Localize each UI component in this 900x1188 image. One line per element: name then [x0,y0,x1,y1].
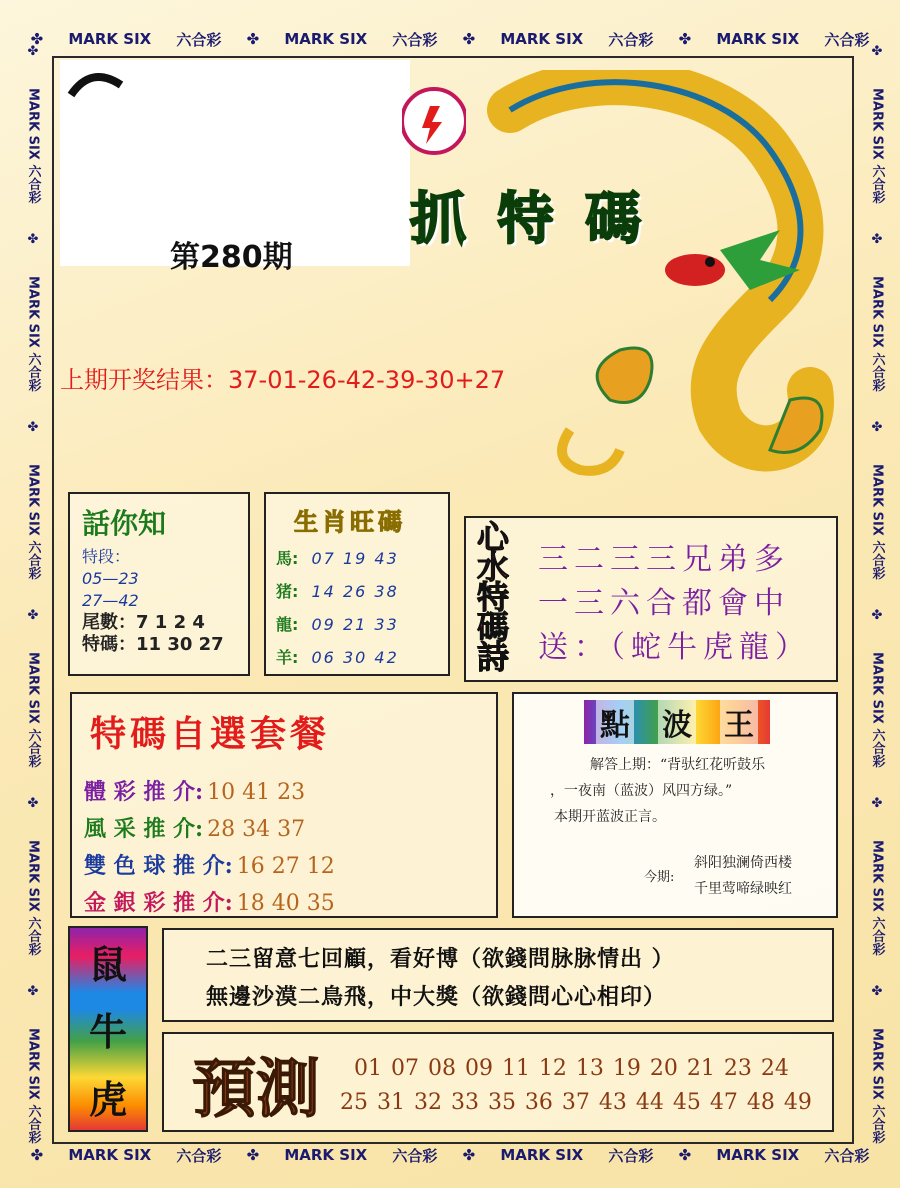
border-text: MARK SIX [68,1146,152,1164]
ornament-icon: ✤ [871,796,883,812]
ornament-icon: ✤ [27,796,39,812]
border-text: MARK SIX 六合彩 [869,652,885,768]
zodiac-nums: 06 30 42 [311,648,399,667]
zodiac-row [276,575,399,608]
border-logo: 六合彩 [176,30,222,49]
border-text: MARK SIX [716,30,800,48]
zodiac-row [276,542,399,575]
wave-title-char: 點 [596,700,634,744]
border-text: MARK SIX [284,30,368,48]
zodiac-rows [276,542,399,674]
last-result-row [60,360,505,395]
border-text: MARK SIX 六合彩 [869,276,885,392]
zodiac-row [276,641,399,674]
ornament-icon: ✤ [30,30,44,48]
package-row [84,811,335,848]
package-row [84,848,335,885]
zodiac-nums: 07 19 43 [311,549,399,568]
border-logo: 六合彩 [608,30,654,49]
info-box-title: 話你知 [82,507,167,540]
predict-row: 01 07 08 09 11 12 13 19 20 21 23 24 [354,1056,789,1081]
ornament-icon: ✤ [30,1146,44,1164]
border-text: MARK SIX 六合彩 [869,88,885,204]
ornament-icon: ✤ [27,232,39,248]
info-line: 特碼：11 30 27 [82,634,224,655]
last-result-label: 上期开奖结果： [60,366,228,394]
wave-today [694,850,792,902]
zodiac-box-title: 生肖旺碼 [294,507,406,536]
wave-title-char: 波 [658,700,696,744]
info-box-lines [82,546,224,656]
border-left [20,30,46,1158]
wave-today-line: 千里莺啼绿映红 [694,881,792,897]
poem-label: 心水特碼詩 [472,520,510,670]
rainbow-box [68,926,148,1132]
border-text: MARK SIX 六合彩 [869,840,885,956]
ornament-icon: ✤ [27,608,39,624]
zodiac-animal: 龍: [276,615,299,634]
package-box [70,692,498,918]
rainbow-char: 牛 [88,1009,127,1055]
border-text: MARK SIX 六合彩 [869,1028,885,1144]
ornament-icon: ✤ [871,984,883,1000]
package-nums: 10 41 23 [207,780,306,805]
ornament-icon: ✤ [27,984,39,1000]
poem-line: 一三六合都會中 [538,586,790,621]
ornament-icon: ✤ [27,420,39,436]
predict-row: 25 31 32 33 35 36 37 43 44 45 47 48 49 [340,1090,812,1115]
package-label: 體 彩 推 介: [84,779,204,805]
info-line: 27—42 [82,591,139,610]
package-label: 雙 色 球 推 介: [84,853,233,879]
dragon-head-icon [665,254,725,286]
hint-line: 無邊沙漠二鳥飛，中大獎（欲錢問心心相印） [206,984,667,1010]
border-logo: 六合彩 [392,30,438,49]
rainbow-char: 虎 [88,1076,127,1122]
border-logo: 六合彩 [824,1146,870,1165]
package-label: 金 銀 彩 推 介: [84,890,233,916]
wave-answer-line: ，一夜南（蓝波）风四方绿。” [550,783,733,799]
border-right [864,30,890,1158]
poem-line: 送：（蛇牛虎龍） [538,630,811,665]
last-result-value: 37-01-26-42-39-30+27 [228,366,506,394]
wave-today-label: 今期: [644,870,675,885]
ornament-icon: ✤ [462,30,476,48]
zodiac-nums: 09 21 33 [311,615,399,634]
ornament-icon: ✤ [871,44,883,60]
predict-numbers [340,1052,812,1120]
zodiac-nums: 14 26 38 [311,582,399,601]
ornament-icon: ✤ [246,1146,260,1164]
border-text: MARK SIX 六合彩 [25,276,41,392]
border-logo: 六合彩 [608,1146,654,1165]
package-nums: 18 40 35 [236,891,335,916]
ornament-icon: ✤ [246,30,260,48]
ornament-icon: ✤ [871,232,883,248]
page-title: 抓 特 碼 [410,186,647,252]
border-text: MARK SIX 六合彩 [25,652,41,768]
border-text: MARK SIX 六合彩 [25,464,41,580]
package-row [84,885,335,922]
issue-number: 第280期 [170,240,293,275]
package-nums: 16 27 12 [236,854,335,879]
border-text: MARK SIX [284,1146,368,1164]
hint-line: 二三留意七回顧，看好博（欲錢問脉脉情出 ） [206,946,675,972]
wave-answer-line: 解答上期：“背驮红花听鼓乐 [590,757,766,773]
poem-lines [538,538,811,670]
info-line: 特段： [82,547,131,566]
zodiac-animal: 猪: [276,582,299,601]
predict-box [162,1032,834,1132]
wave-answer-line: 本期开蓝波正言。 [554,809,666,825]
ornament-icon: ✤ [27,44,39,60]
zodiac-animal: 羊: [276,648,299,667]
package-nums: 28 34 37 [207,817,306,842]
package-box-title: 特碼自選套餐 [90,713,331,755]
border-logo: 六合彩 [824,30,870,49]
wave-title-char: 王 [720,700,758,744]
zodiac-animal: 馬: [276,549,299,568]
border-text: MARK SIX [500,30,584,48]
package-row [84,774,335,811]
border-text: MARK SIX 六合彩 [869,464,885,580]
wave-today-line: 斜阳独澜倚西楼 [694,855,792,871]
predict-label: 預測 [192,1052,320,1127]
border-logo: 六合彩 [392,1146,438,1165]
border-text: MARK SIX 六合彩 [25,88,41,204]
wave-box-banner [584,700,770,744]
border-text: MARK SIX [716,1146,800,1164]
border-top [18,24,882,54]
dragon-tail-icon [66,70,156,100]
wave-box [512,692,838,918]
border-text: MARK SIX [68,30,152,48]
border-bottom [18,1140,882,1170]
ornament-icon: ✤ [871,608,883,624]
hint-lines [206,940,675,1016]
rainbow-char: 鼠 [88,942,127,988]
dragon-illustration [470,70,850,490]
ornament-icon: ✤ [678,1146,692,1164]
logo-emblem [402,76,466,166]
package-label: 風 采 推 介: [84,816,204,842]
border-logo: 六合彩 [176,1146,222,1165]
zodiac-box [264,492,450,676]
border-text: MARK SIX 六合彩 [25,1028,41,1144]
ornament-icon: ✤ [678,30,692,48]
wave-answer [550,752,765,830]
package-rows [84,774,335,922]
info-line: 尾數：7 1 2 4 [82,612,205,633]
border-text: MARK SIX 六合彩 [25,840,41,956]
info-line: 05—23 [82,569,139,588]
ornament-icon: ✤ [871,420,883,436]
ornament-icon: ✤ [462,1146,476,1164]
info-box [68,492,250,676]
border-text: MARK SIX [500,1146,584,1164]
hint-box [162,928,834,1022]
zodiac-row [276,608,399,641]
poem-box [464,516,838,682]
poem-line: 三二三三兄弟多 [538,542,790,577]
